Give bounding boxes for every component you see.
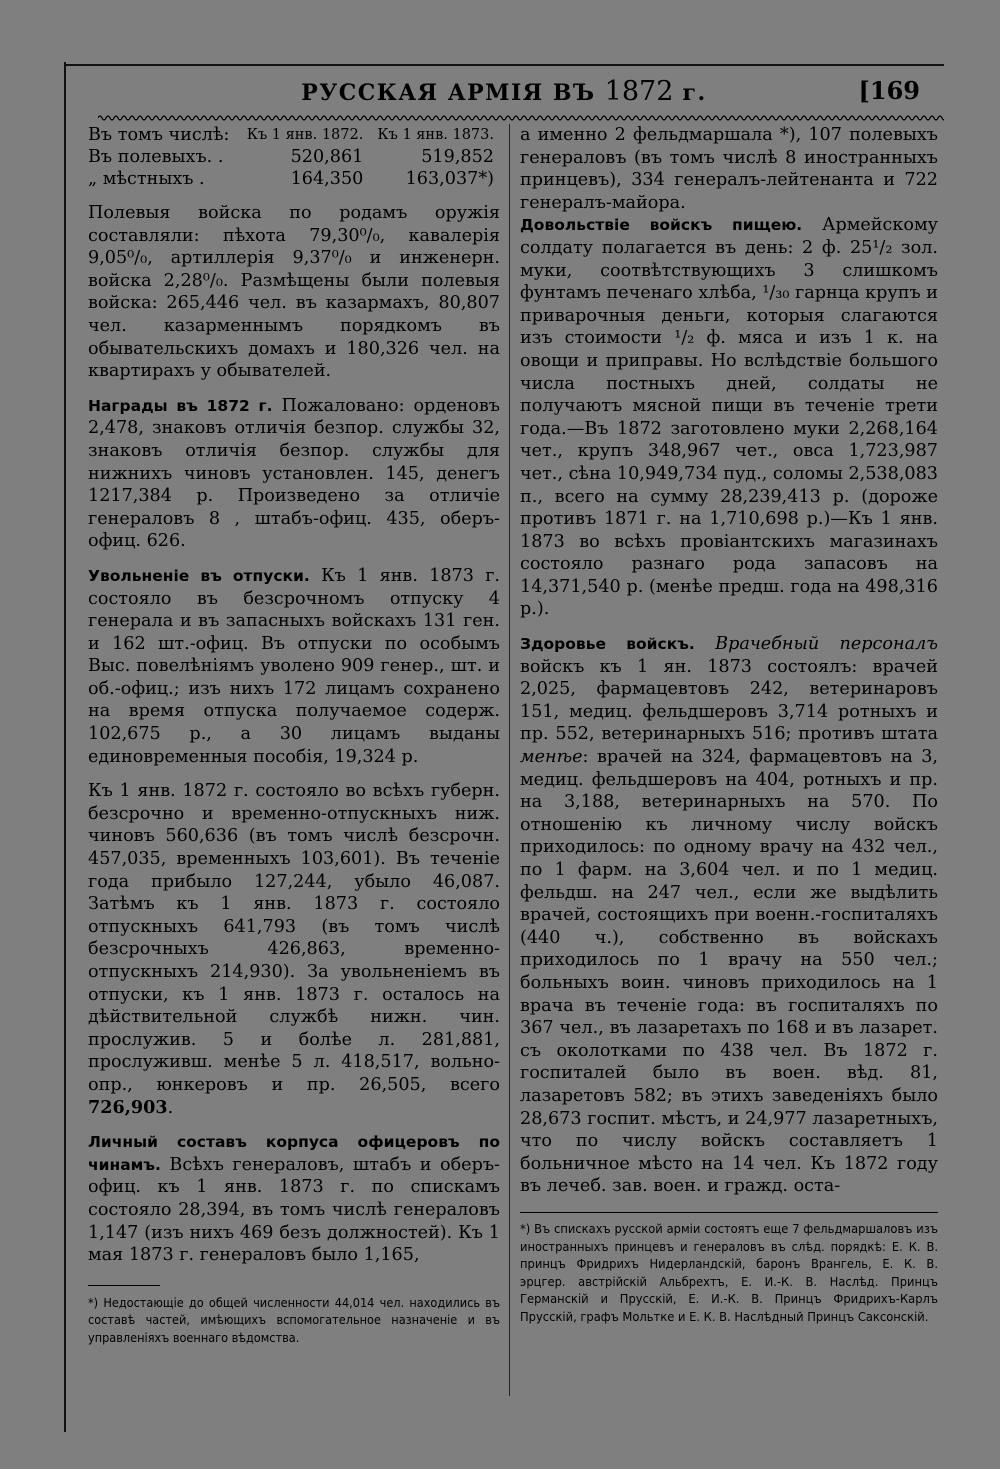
paragraph-generals: а именно 2 фельдмаршала *), 107 полевыхъ генераловъ (въ томъ числѣ 8 иностранныхъ принцевъ), 334 генералъ-лейтенанта и 722 генералъ-майора. (520, 125, 938, 213)
section-heading: Довольствіе войскъ пищею. (520, 216, 803, 235)
row-value-1873: 163,037*) (405, 169, 494, 189)
total-value: 726,903 (88, 1096, 168, 1118)
table-head-label: Въ томъ числѣ: (88, 125, 230, 145)
footnote-right: *) Въ спискахъ русской арміи состоятъ еще 7 фельдмаршаловъ изъ иностранныхъ принцевъ и генераловъ въ слѣд. порядкѣ: Е. К. В. принцъ Фридрихъ Нидерландскій, баронъ Врангель, Е. К. В. эрцгер. австрійскій Альбрехтъ, Е. И.-К. В. Наслѣд. Принцъ Германскій и Прусскій, Е. И.-К. В. Принцъ Фридрихъ-Карлъ Прусскій, графъ Мольтке и Е. К. В. Наслѣдный Принцъ Саксонскій. (520, 1221, 938, 1325)
paragraph-text: Къ 1 янв. 1872 г. состояло во всѣхъ губерн. безсрочно и временно-отпускныхъ ниж. чиновъ 560,636 (въ томъ числѣ безсрочн. 457,035, временныхъ 103,601). Въ теченіе года прибыло 127,244, убыло 46,087. Затѣмъ къ 1 янв. 1873 г. состояло отпускныхъ 641,793 (въ томъ числѣ безсрочныхъ 426,863, временно-отпускныхъ 214,930). За увольненіемъ въ отпуски, къ 1 янв. 1873 г. осталось на дѣйствительной службѣ нижн. чин. прослужив. 5 и болѣе л. 281,881, прослуживш. менѣе 5 л. 418,517, вольно-опр., юнкеровъ и пр. 26,505, всего (88, 781, 500, 1095)
paragraph-text: : врачей на 324, фармацевтовъ на 3, медиц. фельдшеровъ на 404, ротныхъ и пр. на 3,188, ветеринарныхъ на 570. По отношенію къ личному числу войскъ приходилось: по одному врачу на 432 чел., по 1 фарм. на 3,604 чел. и по 1 медиц. фельдш. на 247 чел., если же выдѣлить врачей, состоящихъ при военн.-госпиталяхъ (440 ч.), собственно въ войскахъ приходилось по 1 врачу на 550 чел.; больныхъ воин. чиновъ приходилось на 1 врача въ теченіе года: въ госпиталяхъ по 367 чел., въ лазаретахъ по 168 и въ лазарет. съ околотками по 438 чел. Въ 1872 г. госпиталей было въ воен. вѣд. 81, лазаретовъ 582; въ этихъ заведеніяхъ было 28,673 госпит. мѣстъ, и 24,977 лазаретныхъ, что по числу войскъ составляетъ 1 больничное мѣсто на 14 чел. Къ 1872 году въ лечеб. зав. воен. и гражд. оста- (520, 747, 938, 1197)
running-title (64, 76, 944, 107)
footnote-left: *) Недостающіе до общей численности 44,014 чел. находились въ составѣ частей, имѣющихъ вспомогательное назначеніе и въ управленіяхъ военнаго вѣдомства. (88, 1294, 500, 1345)
strength-table (88, 124, 500, 190)
footnote-rule (88, 1285, 160, 1286)
italic-term: Врачебный персоналъ (694, 634, 938, 655)
row-value-1873: 519,852 (421, 147, 494, 167)
paragraph-rations (520, 214, 938, 621)
section-heading: Увольненіе въ отпуски. (88, 566, 310, 585)
page-header (64, 76, 944, 116)
title-year: 1872 (604, 76, 674, 107)
left-column (88, 124, 500, 1347)
paragraph-lower-ranks (88, 780, 500, 1119)
paragraph-awards (88, 395, 500, 553)
section-heading: Личный составъ корпуса офицеровъ по чинамъ. (88, 1133, 500, 1174)
section-heading: Здоровье войскъ. (520, 635, 695, 654)
table-row (88, 168, 500, 190)
paragraph-field-troops: Полевыя войска по родамъ оружія составляли: пѣхота 79,30⁰/₀, кавалерія 9,05⁰/₀, артиллерія 9,37⁰/₀ и инженерн. войска 2,28⁰/₀. Размѣщены были полевыя войска: 265,446 чел. въ казармахъ, 80,807 чел. казарменнымъ порядкомъ въ обывательскихъ домахъ и 180,326 чел. на квартирахъ у обывателей. (88, 203, 500, 382)
row-value-1872: 520,861 (290, 147, 364, 167)
top-border (64, 64, 944, 66)
column-divider (509, 124, 510, 1396)
table-header-row (88, 124, 500, 146)
footnote-rule (520, 1212, 938, 1213)
row-label: „ мѣстныхъ . (88, 169, 205, 189)
page-number: [169 (858, 76, 920, 105)
paragraph-text: Къ 1 янв. 1873 г. состояло въ безсрочномъ отпуску 4 генерала и въ запасныхъ войскахъ 131 ген. и 162 шт.-офиц. Въ отпуски по особымъ Выс. повелѣніямъ уволено 909 генер., шт. и об.-офиц.; изъ нихъ 172 лицамъ сохранено на время отпуска получаемое содерж. 102,675 р., а 30 лицамъ выданы единовременныя пособія, 19,324 р. (88, 565, 501, 767)
paragraph-text: Всѣхъ генераловъ, штабъ и оберъ-офиц. къ 1 янв. 1873 г. по спискамъ состояло 28,394, въ томъ числѣ генераловъ 1,147 (изъ нихъ 469 безъ должностей). Къ 1 мая 1873 г. генераловъ было 1,165, (88, 1154, 500, 1266)
right-column (520, 124, 938, 1326)
table-head-col2: Къ 1 янв. 1873. (377, 127, 494, 143)
title-suffix: г. (673, 80, 707, 106)
row-value-1872: 164,350 (290, 169, 364, 189)
wavy-rule (98, 113, 944, 123)
italic-term: менѣе (520, 747, 583, 768)
section-heading: Награды въ 1872 г. (88, 396, 273, 415)
paragraph-end: . (167, 1097, 174, 1118)
paragraph-text: Пожаловано: орденовъ 2,478, знаковъ отличія безпор. службы 32, знаковъ отличія безпор. службы для нижнихъ чиновъ установлен. 145, денегъ 1217,384 р. Произведено за отличіе генераловъ 8 , штабъ-офиц. 435, оберъ-офиц. 626. (88, 395, 500, 552)
paragraph-text: войскъ къ 1 ян. 1873 состоялъ: врачей 2,025, фармацевтовъ 242, ветеринаровъ 151, медиц. фельдшеровъ 3,714 ротныхъ и пр. 552, ветеринарныхъ 516; противъ штата (520, 656, 938, 745)
row-label: Въ полевыхъ. . (88, 147, 224, 167)
paragraph-text: Армейскому солдату полагается въ день: 2 ф. 25¹/₂ зол. муки, соотвѣтствующихъ 3 слишкомъ фунтамъ печенаго хлѣба, ¹/₃₀ гарнца крупъ и приварочныя деньги, которыя слагаются изъ стоимости ¹/₂ ф. мяса и изъ 1 к. на овощи и приправы. Но вслѣдствіе большого числа постныхъ дней, солдаты не получаютъ мясной пищи въ теченіе трети года.—Въ 1872 заготовлено муки 2,268,164 чет., крупъ 348,967 чет., овса 1,723,987 чет., сѣна 10,949,734 пуд., соломы 2,538,083 п., всего на сумму 28,239,413 р. (дороже противъ 1871 г. на 1,710,698 р.)—Къ 1 янв. 1873 во всѣхъ провіантскихъ магазинахъ состояло разнаго рода запасовъ на 14,371,540 р. (менѣе предш. года на 498,316 р.). (520, 215, 939, 620)
table-head-col1: Къ 1 янв. 1872. (246, 127, 364, 143)
paragraph-officers (88, 1131, 500, 1267)
table-row (88, 146, 500, 168)
paragraph-leave (88, 565, 500, 768)
title-text: РУССКАЯ АРМІЯ ВЪ (301, 80, 605, 106)
paragraph-health (520, 633, 938, 1198)
